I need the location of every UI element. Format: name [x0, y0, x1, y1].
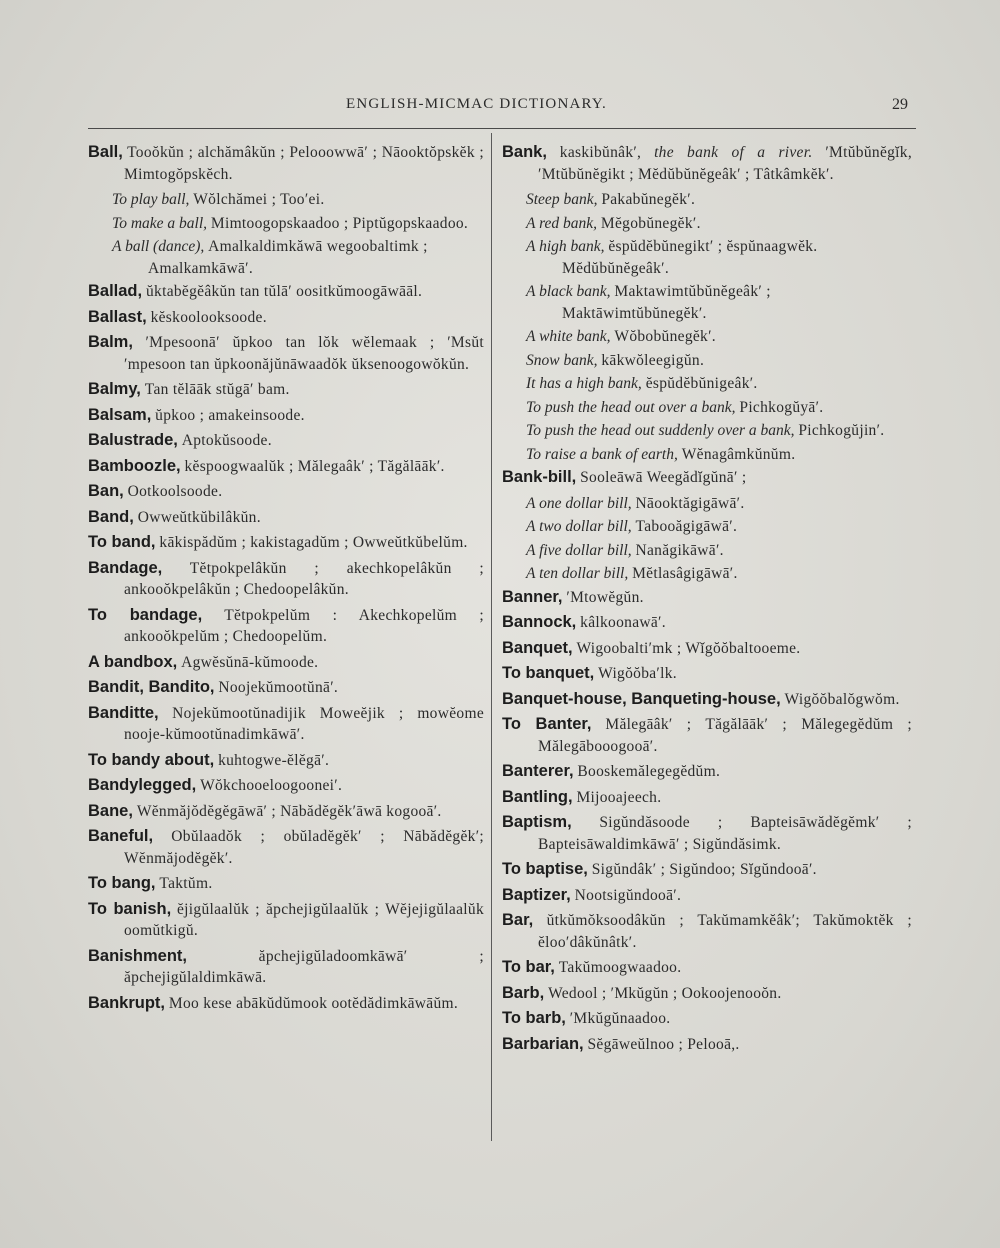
entry-headword: Bandage, [88, 558, 163, 577]
entry-definition: ŭktabĕgĕâkŭn tan tŭlā′ oositkŭmoogāwāāl. [145, 283, 423, 300]
entry-headword: Banquet-house, Banqueting-house, [502, 689, 781, 708]
entry-headword: To Banter, [502, 715, 592, 733]
entry-headword: Baneful, [88, 827, 154, 845]
dictionary-entry [88, 481, 484, 503]
sub-entry-translation: kākwŏleegigŭn. [601, 351, 705, 369]
sub-entry [502, 516, 912, 538]
sub-entry-phrase: A high bank, [526, 238, 605, 255]
dictionary-entry [88, 605, 484, 648]
entry-headword: Banquet, [502, 638, 573, 657]
entry-headword: Bank-bill, [502, 468, 577, 486]
entry-definition: Nojekŭmootŭnadijik Moweĕjik ; mowĕome nooje-kŭmootŭnadimkāwā′. [124, 704, 484, 743]
entry-definition: ′Mtowĕgŭn. [566, 588, 644, 606]
entry-definition-cont: ′Mtŭbŭnĕgĭk, ′Mtŭbŭnĕgikt ; Mĕdŭbŭnĕgeâk′ ; Tâtkâmkĕk′. [538, 144, 912, 183]
dictionary-entry [88, 558, 484, 601]
sub-entry [502, 281, 912, 324]
sub-entry-translation: Pichkogŭjin′. [798, 422, 885, 439]
dictionary-entry [88, 677, 484, 699]
entry-headword: To banish, [88, 899, 172, 918]
entry-definition: Noojekŭmootŭnā′. [218, 679, 339, 696]
entry-definition: kākispădŭm ; kakistagadŭm ; Owweŭtkŭbelŭm. [159, 534, 468, 551]
sub-entry-translation: Nanăgikāwā′. [635, 541, 724, 559]
sub-entry-translation: Tabooăgigāwā′. [635, 518, 738, 535]
sub-entry [88, 213, 484, 235]
sub-entry-phrase: Snow bank, [526, 351, 598, 369]
entry-headword: To barb, [502, 1009, 566, 1027]
entry-definition: Wŏkchooeloogoonei′. [200, 777, 343, 794]
dictionary-entry [88, 993, 484, 1015]
sub-entry-translation: ĕspŭdĕbŭnigeâk′. [645, 375, 758, 392]
entry-definition: Nootsigŭndooā′. [574, 886, 682, 904]
entry-headword: To bandy about, [88, 750, 215, 769]
dictionary-entry [88, 652, 484, 674]
entry-headword: Bandylegged, [88, 776, 197, 794]
sub-entry [502, 236, 912, 279]
entry-definition: Moo kese abākŭdŭmook ootĕdădimkāwāŭm. [168, 994, 459, 1012]
dictionary-entry [88, 899, 484, 942]
sub-entry [502, 563, 912, 585]
running-head [0, 96, 1000, 120]
sub-entry-translation: Wŏlchămei ; Too′ei. [193, 191, 325, 208]
sub-entry [502, 397, 912, 419]
entry-gloss: the bank of a river. [654, 144, 813, 161]
sub-entry [502, 493, 912, 515]
entry-definition: kaskibŭnâk′, [559, 144, 642, 161]
entry-definition: Ootkoolsoode. [127, 483, 223, 500]
sub-entry [502, 213, 912, 235]
dictionary-entry [502, 714, 912, 757]
sub-entry-translation: Mimtoogopskaadoo ; Piptŭgopskaadoo. [210, 214, 469, 232]
sub-entry-phrase: To play ball, [112, 191, 190, 208]
sub-entry [502, 540, 912, 562]
sub-entry [88, 189, 484, 211]
entry-headword: To baptise, [502, 860, 588, 878]
entry-headword: Banterer, [502, 762, 574, 780]
dictionary-entry [88, 332, 484, 375]
sub-entry [502, 350, 912, 372]
sub-entry-phrase: A ten dollar bill, [526, 565, 629, 582]
sub-entry-phrase: To push the head out suddenly over a bank, [526, 422, 795, 439]
sub-entry-translation: Wŏbobŭnegĕk′. [614, 328, 716, 345]
dictionary-entry [502, 1034, 912, 1056]
entry-definition: Wigŏŏba′lk. [598, 665, 677, 682]
dictionary-entry [502, 142, 912, 185]
dictionary-entry [88, 532, 484, 554]
entry-definition: ′Mpesoonā′ ŭpkoo tan lŏk wĕlemaak ; ′Msŭt ′mpesoon tan ŭpkoonăjŭnāwaadŏk ŭksenoogowŏkŭn. [124, 334, 485, 373]
entry-headword: Bane, [88, 801, 133, 820]
entry-headword: A bandbox, [88, 652, 178, 671]
dictionary-entry [502, 910, 912, 953]
entry-definition: kuhtogwe-ĕlĕgā′. [218, 751, 330, 769]
sub-entry [502, 189, 912, 211]
entry-headword: Barb, [502, 983, 545, 1002]
entry-definition: Mălegāâk′ ; Tăgălāāk′ ; Mălegegĕdŭm ; Mălegābooogooā′. [538, 716, 912, 755]
dictionary-entry [502, 885, 912, 907]
dictionary-entry [88, 801, 484, 823]
dictionary-entry [88, 379, 484, 401]
sub-entry-translation: Mĕgobŭnegĕk′. [600, 214, 701, 232]
sub-entry [502, 420, 912, 442]
page-number: 29 [892, 96, 908, 113]
entry-definition: Booskemălegegĕdŭm. [577, 763, 721, 780]
dictionary-entry [502, 983, 912, 1005]
sub-entry-phrase: A ball (dance), [112, 238, 205, 255]
entry-headword: Baptizer, [502, 885, 571, 904]
entry-headword: Bantling, [502, 787, 573, 806]
entry-headword: Baptism, [502, 813, 572, 831]
dictionary-entry [88, 750, 484, 772]
entry-headword: Bandit, Bandito, [88, 678, 215, 696]
dictionary-entry [88, 826, 484, 869]
entry-definition: Takŭmoogwaadoo. [558, 959, 682, 976]
entry-headword: Banner, [502, 587, 563, 606]
dictionary-entry [88, 456, 484, 478]
dictionary-entry [502, 663, 912, 685]
entry-headword: Banishment, [88, 946, 188, 965]
entry-definition: ĕjigŭlaalŭk ; ăpchejigŭlaalŭk ; Wĕjejigŭlaalŭk oomŭtkigŭ. [124, 900, 484, 939]
dictionary-entry [502, 787, 912, 809]
sub-entry-translation: Mĕtlasâgigāwā′. [632, 565, 738, 582]
entry-headword: Band, [88, 507, 134, 526]
entry-headword: To banquet, [502, 664, 595, 682]
entry-headword: Bankrupt, [88, 993, 166, 1012]
entry-definition: ŭtkŭmŏksoodâkŭn ; Takŭmamkĕâk′; Takŭmoktĕk ; ĕloo′dâkŭnâtk′. [538, 912, 913, 951]
entry-headword: Ballad, [88, 282, 143, 300]
sub-entry-phrase: A white bank, [526, 328, 611, 345]
dictionary-entry [502, 689, 912, 711]
entry-headword: Bank, [502, 143, 547, 161]
sub-entry-translation: ĕspŭdĕbŭnegikt′ ; ĕspŭnaagwĕk. Mĕdŭbŭnĕgeâk′. [562, 238, 818, 277]
entry-headword: To bar, [502, 958, 555, 976]
right-column [502, 142, 912, 1059]
sub-entry-phrase: A red bank, [526, 214, 598, 232]
dictionary-entry [88, 703, 484, 746]
entry-definition: ŭpkoo ; amakeinsoode. [155, 406, 305, 424]
entry-headword: Bamboozle, [88, 456, 181, 475]
entry-definition: Wigŏŏbalŏgwŏm. [784, 690, 900, 708]
entry-definition: kĕskoolooksoode. [150, 308, 267, 326]
sub-entry-phrase: To raise a bank of earth, [526, 445, 678, 463]
dictionary-entry [502, 957, 912, 979]
entry-headword: To band, [88, 533, 156, 551]
dictionary-entry [88, 946, 484, 989]
dictionary-entry [88, 430, 484, 452]
dictionary-entry [88, 142, 484, 185]
dictionary-entry [88, 507, 484, 529]
sub-entry-translation: Pakabŭnegĕk′. [601, 191, 696, 208]
sub-entry-translation: Amalkaldimkăwā wegoobaltimk ; Amalkamkāwā′. [148, 238, 428, 277]
entry-definition: Sigŭndăsoode ; Bapteisāwădĕgĕmk′ ; Bapteisāwaldimkāwā′ ; Sigŭndăsimk. [538, 814, 912, 853]
dictionary-entry [502, 859, 912, 881]
sub-entry-phrase: A black bank, [526, 283, 611, 300]
running-title: ENGLISH-MICMAC DICTIONARY. [346, 96, 607, 112]
dictionary-entry [502, 761, 912, 783]
entry-definition: Tĕtpokpelŭm : Akechkopelŭm ; ankooŏkpelŭm ; Chedoopelŭm. [124, 606, 485, 645]
entry-definition: Owweŭtkŭbilâkŭn. [137, 508, 261, 526]
dictionary-entry [502, 812, 912, 855]
dictionary-entry [88, 775, 484, 797]
entry-headword: Bar, [502, 911, 534, 929]
entry-definition: Wĕnmăjŏdĕgĕgāwā′ ; Nābădĕgĕk′āwā kogooā′. [136, 802, 442, 820]
sub-entry [88, 236, 484, 279]
entry-definition: Aptokŭsoode. [181, 432, 272, 449]
entry-definition: Mijooajeech. [576, 788, 662, 806]
entry-definition: Obŭlaadŏk ; obŭladĕgĕk′ ; Nābădĕgĕk′; Wĕnmăjodĕgĕk′. [124, 828, 484, 867]
sub-entry-translation: Pichkogŭyā′. [739, 398, 824, 416]
entry-definition: Tĕtpokpelâkŭn ; akechkopelâkŭn ; ankooŏkpelâkŭn ; Chedoopelâkŭn. [124, 559, 485, 598]
entry-headword: Barbarian, [502, 1034, 584, 1053]
entry-headword: Ban, [88, 482, 124, 500]
sub-entry-translation: Nāooktăgigāwā′. [635, 494, 745, 512]
sub-entry [502, 373, 912, 395]
entry-headword: Balmy, [88, 380, 141, 398]
dictionary-entry [502, 612, 912, 634]
sub-entry-translation: Maktawimtŭbŭnĕgeâk′ ; Maktāwimtŭbŭnegĕk′. [562, 283, 771, 322]
entry-headword: To bandage, [88, 605, 203, 624]
entry-definition: Sigŭndâk′ ; Sigŭndoo; Sĭgŭndooā′. [591, 861, 817, 878]
sub-entry-phrase: Steep bank, [526, 191, 598, 208]
entry-headword: Ballast, [88, 307, 147, 326]
entry-headword: To bang, [88, 874, 156, 892]
left-column [88, 142, 484, 1018]
entry-headword: Balustrade, [88, 431, 178, 449]
entry-definition: Agwĕsŭnā-kŭmoode. [181, 653, 319, 671]
dictionary-entry [88, 281, 484, 303]
entry-headword: Ball, [88, 143, 123, 161]
column-divider [491, 133, 492, 1141]
dictionary-entry [502, 587, 912, 609]
entry-definition: Tan tĕlāāk stŭgā′ bam. [144, 381, 290, 398]
sub-entry-translation: Wĕnagâmkŭnŭm. [681, 445, 796, 463]
entry-headword: Balm, [88, 333, 133, 351]
dictionary-entry [502, 1008, 912, 1030]
sub-entry [502, 326, 912, 348]
entry-definition: Sooleāwā Weegădĭgŭnā′ ; [580, 469, 747, 486]
entry-definition: Taktŭm. [159, 875, 213, 892]
sub-entry-phrase: To make a ball, [112, 214, 208, 232]
dictionary-entry [88, 405, 484, 427]
entry-headword: Balsam, [88, 405, 152, 424]
entry-headword: Banditte, [88, 703, 159, 722]
entry-definition: Wigoobalti′mk ; Wĭgŏŏbaltooeme. [576, 639, 801, 657]
sub-entry-phrase: A one dollar bill, [526, 494, 632, 512]
sub-entry [502, 444, 912, 466]
entry-definition: kâlkoonawā′. [580, 614, 666, 631]
sub-entry-phrase: To push the head out over a bank, [526, 398, 736, 416]
entry-definition: kĕspoogwaalŭk ; Mălegaâk′ ; Tăgălāāk′. [184, 457, 445, 475]
dictionary-entry [502, 467, 912, 489]
dictionary-entry [88, 873, 484, 895]
sub-entry-phrase: A five dollar bill, [526, 541, 632, 559]
entry-definition: Wedool ; ′Mkŭgŭn ; Ookoojenooŏn. [548, 984, 782, 1002]
entry-definition: ăpchejigŭladoomkāwā′ ; ăpchejigŭlaldimkāwā. [124, 947, 484, 986]
sub-entry-phrase: A two dollar bill, [526, 518, 632, 535]
dictionary-entry [88, 307, 484, 329]
entry-definition: Sĕgāweŭlnoo ; Pelooā,. [587, 1035, 740, 1053]
entry-headword: Bannock, [502, 613, 577, 631]
header-rule [88, 128, 916, 129]
entry-definition: Tooŏkŭn ; alchămâkŭn ; Pelooowwā′ ; Nāooktŏpskĕk ; Mimtogŏpskĕch. [124, 144, 485, 183]
sub-entry-phrase: It has a high bank, [526, 375, 642, 392]
dictionary-entry [502, 638, 912, 660]
entry-definition: ′Mkŭgŭnaadoo. [569, 1010, 671, 1027]
